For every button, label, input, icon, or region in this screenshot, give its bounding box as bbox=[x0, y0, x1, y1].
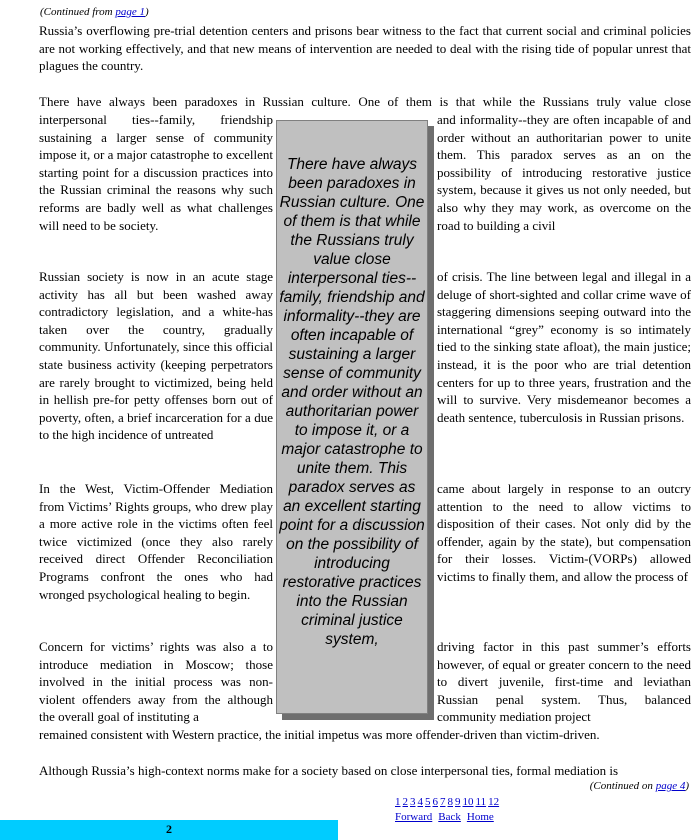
paragraph-concern-left: Concern for victims’ rights was also a to introduce mediation in Moscow; those involved in the initial process was non-violent offenders away from the although the overall goal of instituting a bbox=[39, 639, 273, 725]
paragraph-paradox-lead: There have always been paradoxes in Russian culture. One of them is that while the Russians truly value close bbox=[39, 94, 691, 109]
page-link-3[interactable]: 3 bbox=[410, 796, 416, 808]
paragraph-high-context: Although Russia’s high-context norms make for a society based on close interpersonal ties, formal mediation is bbox=[39, 763, 619, 778]
forward-link[interactable]: Forward bbox=[395, 811, 433, 823]
continued-on-suffix: ) bbox=[685, 780, 689, 792]
paragraph-paradox-left: interpersonal ties--family, friendship sustaining a larger sense of community impose it, or a major catastrophe to excellent starting point for a discussion practices into the Russian criminal the reasons why such reforms are badly well as what challenges will need to be society. bbox=[39, 112, 273, 233]
paragraph-concern-right: driving factor in this past summer’s efforts however, of equal or greater concern to the need to divert juvenile, first-time and leviathan Russian penal system. Thus, balanced community mediation project bbox=[437, 639, 691, 725]
page-link-2[interactable]: 2 bbox=[402, 796, 408, 808]
continued-from-suffix: ) bbox=[145, 6, 149, 18]
paragraph-crisis-left: Russian society is now in an acute stage activity has all but been washed away contradictory legislation, and a white-has taken over the country, gradually community. Unfortunately, since this official state business activity (keeping perpetrators are rarely brought to victimized, being held in hellish pre-for petty offenses born out of poverty, often, a brief incarceration for a due to the high incidence of untreated bbox=[39, 269, 273, 443]
page-link-6[interactable]: 6 bbox=[432, 796, 438, 808]
continued-on-link[interactable]: page 4 bbox=[655, 780, 686, 792]
nav-links bbox=[395, 811, 501, 824]
page-link-1[interactable]: 1 bbox=[395, 796, 401, 808]
paragraph-paradox-right: and informality--they are often incapable of and order without an authoritarian power to unite them. This paradox serves as an on the possibility of introducing restorative justice system, because it gives us not only needed, but also why they may work, as overcome on the road to building a civil bbox=[437, 112, 691, 233]
continued-from-prefix: (Continued from bbox=[40, 6, 116, 18]
continued-from-link[interactable]: page 1 bbox=[115, 6, 146, 18]
page-navigation bbox=[395, 796, 501, 824]
pull-quote: There have always been paradoxes in Russian culture. One of them is that while the Russians truly value close interpersonal ties--family, friendship and informality--they are often incapable of sustaining a larger sense of community and order without an authoritarian power to impose it, or a major catastrophe to unite them. This paradox serves as an excellent starting point for a discussion on the possibility of introducing restorative practices into the Russian criminal justice system, bbox=[276, 120, 428, 714]
paragraph-concern-end: remained consistent with Western practice, the initial impetus was more offender-driven than victim-driven. bbox=[39, 727, 600, 742]
paragraph-west-right: came about largely in response to an outcry attention to the need to allow victims to disposition of their cases. Not only did by the offender, again by the state), but compensation for their losses. Victim-(VORPs) allowed victims to finally them, and allow the process of bbox=[437, 481, 691, 584]
paragraph-crisis-right: of crisis. The line between legal and illegal in a deluge of short-sighted and collar crime wave of staggering dimensions seeping outward into the international “grey” economy is so intimately tied to the sinking state afloat), the main justice; instead, it is the poor who are trial detention centers for up to three years, frustration and the will to survive. Very misdemeanor becomes a death sentence, tuberculosis in Russian prisons. bbox=[437, 269, 691, 425]
page-link-11[interactable]: 11 bbox=[475, 796, 487, 808]
home-link[interactable]: Home bbox=[466, 811, 494, 823]
page-link-7[interactable]: 7 bbox=[440, 796, 446, 808]
page-link-12[interactable]: 12 bbox=[488, 796, 500, 808]
paragraph-west-left: In the West, Victim-Offender Mediation from Victims’ Rights groups, who drew play a more active role in the victims often feel twice victimized (once they also rarely received direct Offender Reconciliation Programs confront the ones who had wronged psychological healing to begin. bbox=[39, 481, 273, 602]
page-link-5[interactable]: 5 bbox=[425, 796, 431, 808]
continued-on-prefix: (Continued on bbox=[589, 780, 656, 792]
back-link[interactable]: Back bbox=[438, 811, 461, 823]
paragraph-intro: Russia’s overflowing pre-trial detention centers and prisons bear witness to the fact that current social and criminal policies are not working effectively, and that new means of intervention are needed to deal with the rising tide of popular unrest that plagues the country. bbox=[39, 23, 691, 74]
page-number: 2 bbox=[166, 822, 172, 836]
page-number-links bbox=[395, 796, 501, 809]
continued-from-note bbox=[40, 6, 149, 18]
page-link-10[interactable]: 10 bbox=[462, 796, 474, 808]
page-link-8[interactable]: 8 bbox=[447, 796, 453, 808]
page-link-9[interactable]: 9 bbox=[455, 796, 461, 808]
continued-on-note bbox=[590, 780, 689, 792]
page-link-4[interactable]: 4 bbox=[417, 796, 423, 808]
